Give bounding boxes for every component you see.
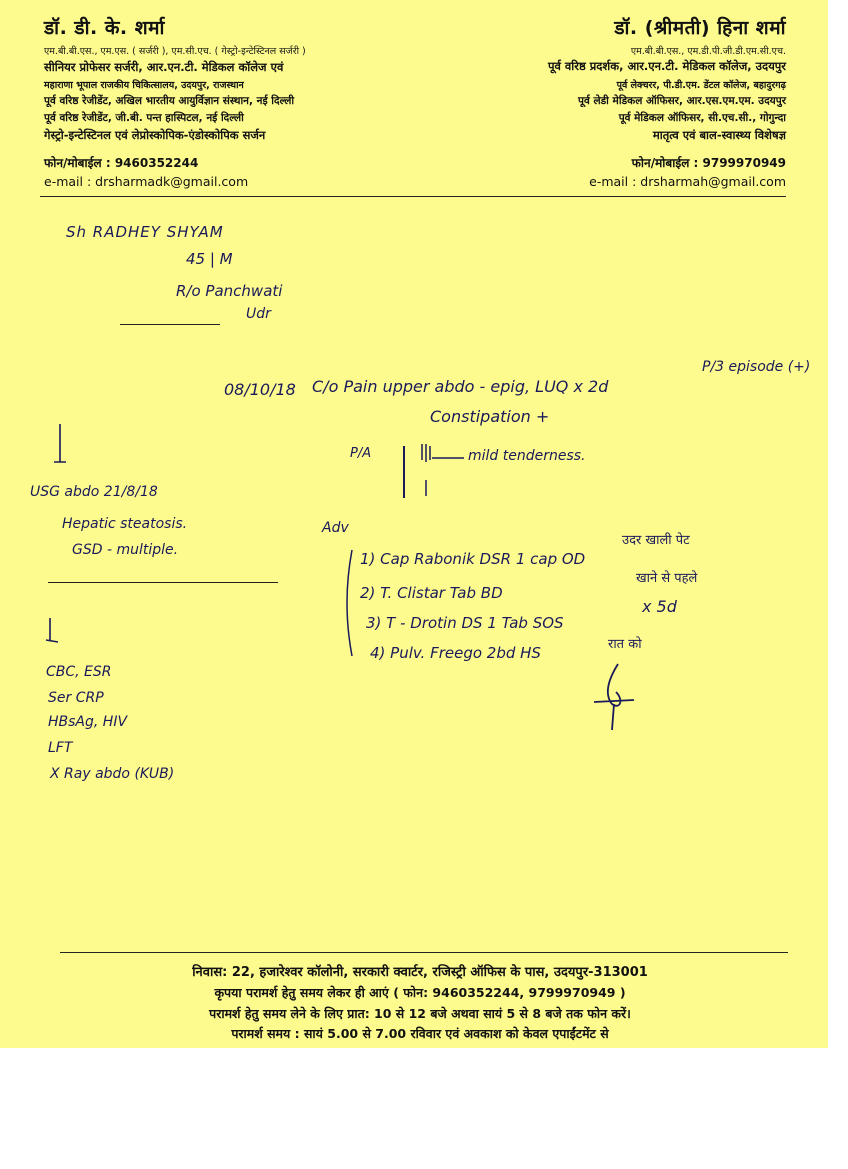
usg-finding-1: Hepatic steatosis. — [62, 516, 188, 532]
med-2: 2) T. Clistar Tab BD — [360, 584, 503, 602]
patient-residence: R/o Panchwati — [176, 282, 283, 300]
footer-divider — [60, 952, 788, 953]
med-4: 4) Pulv. Freego 2bd HS — [370, 644, 541, 662]
doctor-left-line-3: पूर्व वरिष्ठ रेजीडेंट, अखिल भारतीय आयुर्विज्ञान संस्थान, नई दिल्ली — [44, 95, 295, 107]
abdomen-sketch — [396, 440, 466, 504]
doctor-right-email: e-mail : drsharmah@gmail.com — [589, 174, 786, 189]
inv-2: Ser CRP — [48, 690, 104, 706]
inv-mark — [42, 614, 64, 650]
doctor-left-line-1: सीनियर प्रोफेसर सर्जरी, आर.एन.टी. मेडिकल कॉलेज एवं — [44, 60, 284, 74]
instruction-night: रात को — [608, 637, 642, 652]
patient-name: Sh RADHEY SHYAM — [66, 223, 224, 241]
doctor-left-degrees: एम.बी.बी.एस., एम.एस. ( सर्जरी ), एम.सी.एच. ( गेस्ट्रो-इन्टेस्टिनल सर्जरी ) — [44, 46, 306, 57]
patient-underline — [120, 324, 220, 325]
med-3: 3) T - Drotin DS 1 Tab SOS — [366, 614, 564, 632]
med-1: 1) Cap Rabonik DSR 1 cap OD — [360, 550, 586, 568]
header-divider — [40, 196, 786, 197]
doctor-right-degrees: एम.बी.बी.एस., एम.डी.पी.जी.डी.एम.सी.एच. — [630, 46, 786, 57]
doctor-right-line-5: मातृत्व एवं बाल-स्वास्थ्य विशेषज्ञ — [652, 128, 786, 142]
doctor-left-phone: फोन/मोबाईल : 9460352244 — [44, 156, 199, 170]
instruction-before-meals: खाने से पहले — [636, 571, 698, 586]
doctor-signature — [592, 660, 640, 734]
inv-5: X Ray abdo (KUB) — [50, 766, 175, 782]
footer-call-time: परामर्श हेतु समय लेने के लिए प्रात: 10 से 12 बजे अथवा सायं 5 से 8 बजे तक फोन करें। — [209, 1006, 631, 1021]
complaint-constipation: Constipation + — [430, 407, 550, 426]
inv-4: LFT — [48, 740, 73, 756]
patient-age-sex: 45 | M — [186, 250, 233, 268]
doctor-right-name: डॉ. (श्रीमती) हिना शर्मा — [614, 17, 786, 39]
doctor-right-line-4: पूर्व मेडिकल ऑफिसर, सी.एच.सी., गोगुन्दा — [618, 112, 786, 124]
doctor-left-name: डॉ. डी. के. शर्मा — [44, 17, 165, 39]
doctor-left-line-4: पूर्व वरिष्ठ रेजीडेंट, जी.बी. पन्त हास्पिटल, नई दिल्ली — [44, 112, 244, 124]
med-bracket — [340, 548, 356, 658]
footer-appointment-note: कृपया परामर्श हेतु समय लेकर ही आएं ( फोन: 9460352244, 9799970949 ) — [214, 985, 626, 1000]
doctor-right-phone: फोन/मोबाईल : 9799970949 — [631, 156, 786, 170]
doctor-left-email: e-mail : drsharmadk@gmail.com — [44, 174, 249, 189]
doctor-right-line-1: पूर्व वरिष्ठ प्रदर्शक, आर.एन.टी. मेडिकल कॉलेज, उदयपुर — [547, 59, 786, 73]
doctor-left-line-2: महाराणा भूपाल राजकीय चिकित्सालय, उदयपुर, राजस्थान — [44, 80, 244, 91]
past-episode: P/3 episode (+) — [702, 359, 811, 375]
duration: x 5d — [642, 597, 677, 616]
complaint-pain: C/o Pain upper abdo - epig, LUQ x 2d — [312, 377, 609, 396]
inv-3: HBsAg, HIV — [48, 714, 128, 730]
instruction-empty-stomach: उदर खाली पेट — [622, 533, 690, 548]
patient-city: Udr — [246, 306, 271, 322]
margin-arrow-mark — [50, 422, 70, 470]
doctor-right-line-2: पूर्व लेक्चरर, पी.डी.एम. डेंटल कॉलेज, बहादुरगढ़ — [616, 80, 786, 91]
pa-label: P/A — [350, 446, 372, 461]
doctor-left-line-5: गेस्ट्रो-इन्टेस्टिनल एवं लेप्रोस्कोपिक-एंडोस्कोपिक सर्जन — [44, 128, 266, 142]
usg-divider — [48, 582, 278, 583]
visit-date: 08/10/18 — [224, 380, 296, 399]
pa-finding: mild tenderness. — [468, 448, 586, 464]
inv-1: CBC, ESR — [46, 664, 112, 680]
footer-consult-time: परामर्श समय : सायं 5.00 से 7.00 रविवार एवं अवकाश को केवल एपाईंटमेंट से — [231, 1026, 609, 1041]
doctor-right-line-3: पूर्व लेडी मेडिकल ऑफिसर, आर.एस.एम.एम. उदयपुर — [577, 95, 786, 107]
usg-date: USG abdo 21/8/18 — [30, 484, 158, 500]
usg-finding-2: GSD - multiple. — [72, 542, 179, 558]
footer-address: निवास: 22, हजारेश्वर कॉलोनी, सरकारी क्वार्टर, रजिस्ट्री ऑफिस के पास, उदयपुर-313001 — [192, 965, 648, 980]
advice-label: Adv — [322, 520, 349, 536]
